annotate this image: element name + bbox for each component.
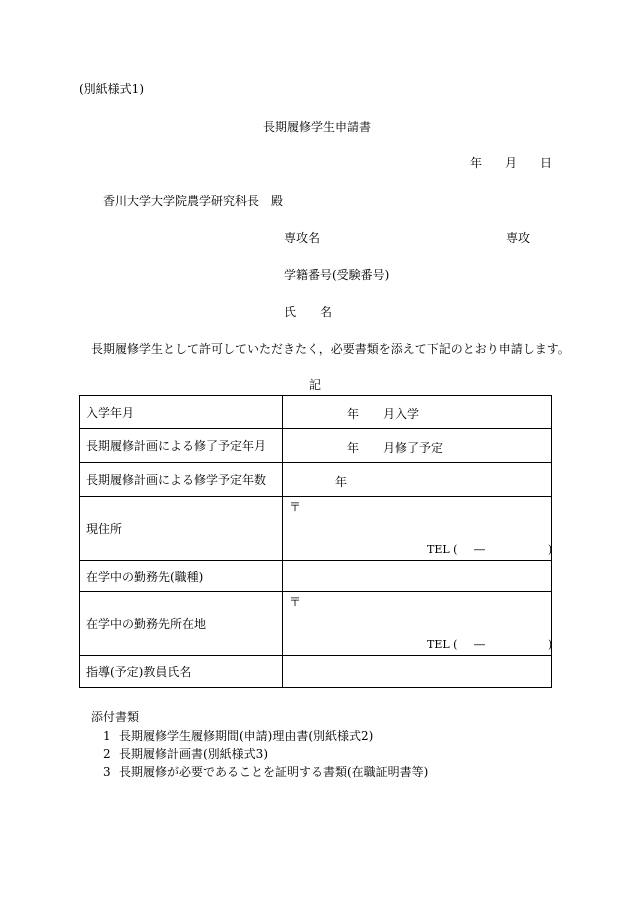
value-year: 年 <box>347 441 360 455</box>
attachments-heading: 添付書類 <box>91 710 140 724</box>
application-table <box>79 395 552 688</box>
table-row <box>80 429 552 463</box>
value-year: 年 <box>335 475 348 489</box>
item-text: 長期履修が必要であることを証明する書類(在職証明書等) <box>119 765 429 779</box>
postal-mark: 〒 <box>289 500 302 514</box>
item-number: 2 <box>103 747 111 761</box>
row-label: 現住所 <box>80 497 283 561</box>
item-number: 3 <box>103 765 111 779</box>
item-number: 1 <box>103 729 111 743</box>
item-text: 長期履修学生履修期間(申請)理由書(別紙様式2) <box>119 729 374 743</box>
table-row <box>80 592 552 656</box>
row-value[interactable] <box>283 463 552 497</box>
row-label: 在学中の勤務先所在地 <box>80 592 283 656</box>
ki-label: 記 <box>309 378 322 392</box>
date-year-label: 年 <box>470 156 483 170</box>
name-label: 氏 名 <box>284 305 333 319</box>
row-label: 入学年月 <box>80 396 283 429</box>
form-title: 長期履修学生申請書 <box>263 120 372 134</box>
tel-dash: ― <box>474 543 485 556</box>
table-row <box>80 463 552 497</box>
list-item <box>103 747 268 761</box>
table-row <box>80 497 552 561</box>
tel-field <box>427 543 553 556</box>
tel-close: ) <box>548 638 553 651</box>
table-row <box>80 656 552 688</box>
form-number: (別紙様式1) <box>79 82 144 96</box>
list-item <box>103 765 429 779</box>
major-label: 専攻名 <box>284 231 321 245</box>
value-year: 年 <box>347 407 360 421</box>
row-value[interactable] <box>283 396 552 429</box>
value-rest: 月修了予定 <box>383 441 444 455</box>
list-item <box>103 729 374 743</box>
table-row <box>80 396 552 429</box>
tel-prefix: TEL ( <box>427 543 458 556</box>
row-label: 指導(予定)教員氏名 <box>80 656 283 688</box>
tel-prefix: TEL ( <box>427 638 458 651</box>
row-value[interactable] <box>283 656 552 688</box>
row-label: 在学中の勤務先(職種) <box>80 561 283 592</box>
tel-field <box>427 638 553 651</box>
tel-close: ) <box>548 543 553 556</box>
row-label: 長期履修計画による修了予定年月 <box>80 429 283 463</box>
tel-dash: ― <box>474 638 485 651</box>
row-value[interactable] <box>283 429 552 463</box>
value-rest: 月入学 <box>383 407 420 421</box>
row-value[interactable] <box>283 561 552 592</box>
application-statement: 長期履修学生として許可していただきたく，必要書類を添えて下記のとおり申請します。 <box>91 342 570 356</box>
date-day-label: 日 <box>540 156 553 170</box>
address-value[interactable] <box>283 497 552 561</box>
major-suffix: 専攻 <box>506 231 531 245</box>
postal-mark: 〒 <box>289 595 302 609</box>
row-label: 長期履修計画による修学予定年数 <box>80 463 283 497</box>
student-id-label: 学籍番号(受験番号) <box>284 268 390 282</box>
workplace-address-value[interactable] <box>283 592 552 656</box>
addressee: 香川大学大学院農学研究科長 殿 <box>103 194 284 208</box>
item-text: 長期履修計画書(別紙様式3) <box>119 747 268 761</box>
date-month-label: 月 <box>505 156 518 170</box>
table-row <box>80 561 552 592</box>
